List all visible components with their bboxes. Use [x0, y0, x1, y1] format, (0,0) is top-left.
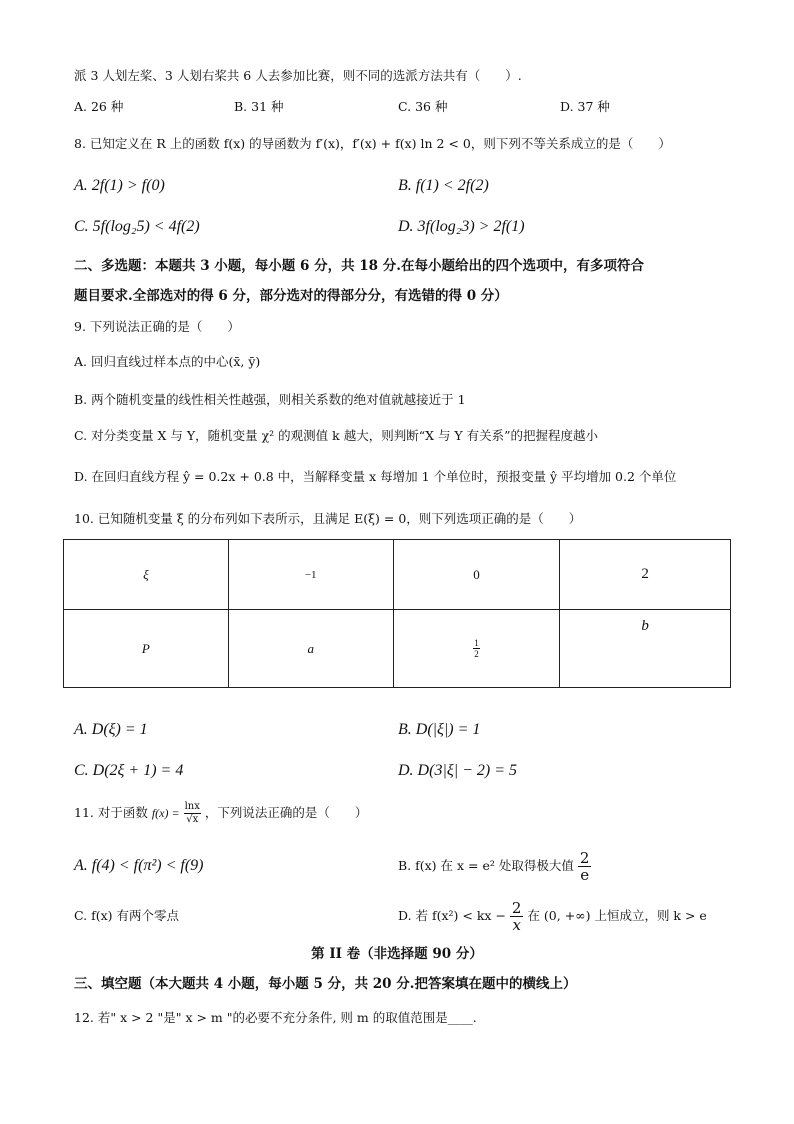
q10-option-d: D. D(3|ξ| − 2) = 5: [398, 762, 518, 779]
q9-stem: 9. 下列说法正确的是（ ）: [74, 319, 240, 334]
table-cell: 2: [560, 540, 731, 610]
table-cell: a: [228, 610, 393, 688]
q11-option-d: D. 若 f(x²) < kx − $\frac{2}{x}$ 在 (0, +∞) 上恒成立，则 k > e: [398, 899, 707, 934]
q11-max-value-fraction: $\frac{2}{e}$: [579, 849, 590, 884]
q8-option-a: A. 2f(1) > f(0): [74, 177, 165, 194]
table-cell: b: [560, 610, 731, 688]
q7-option-b: B. 31 种: [234, 99, 284, 114]
section3-heading: 三、填空题（本大题共 4 小题，每小题 5 分，共 20 分.把答案填在题中的横线上）: [74, 976, 577, 992]
section2-heading-line1: 二、多选题：本题共 3 小题，每小题 6 分，共 18 分.在每小题给出的四个选项中，有多项符合: [74, 258, 644, 274]
q10-stem: 10. 已知随机变量 ξ 的分布列如下表所示，且满足 E(ξ) = 0，则下列选项正确的是（ ）: [74, 511, 582, 526]
q7-option-a: A. 26 种: [74, 99, 124, 114]
q9-option-a: A. 回归直线过样本点的中心(x̄, ȳ): [74, 354, 261, 369]
distribution-table: [63, 539, 731, 688]
q10-option-c: C. D(2ξ + 1) = 4: [74, 762, 184, 779]
fraction-one-half: $\frac{1}{2}$: [474, 638, 479, 659]
q11-d-fraction: $\frac{2}{x}$: [511, 899, 522, 934]
table-cell: −1: [228, 540, 393, 610]
q9-option-b: B. 两个随机变量的线性相关性越强，则相关系数的绝对值就越接近于 1: [74, 392, 466, 407]
table-cell: [393, 610, 560, 688]
table-cell: 0: [393, 540, 560, 610]
part2-title: 第 II 卷（非选择题 90 分）: [311, 946, 483, 962]
q7-option-d: D. 37 种: [560, 99, 610, 114]
q11-option-a: A. f(4) < f(π²) < f(9): [74, 857, 204, 874]
q11-function-fraction: $\frac{\ln x}{√x}$: [184, 801, 200, 825]
q8-option-d: D. 3f(log₂3) > 2f(1): [398, 218, 525, 235]
table-row: [64, 610, 731, 688]
q9-option-d: D. 在回归直线方程 ŷ = 0.2x + 0.8 中，当解释变量 x 每增加 1 个单位时，预报变量 ŷ 平均增加 0.2 个单位: [74, 469, 677, 484]
section2-heading-line2: 题目要求.全部选对的得 6 分，部分选对的得部分分，有选错的得 0 分）: [74, 288, 508, 304]
q10-option-b: B. D(|ξ|) = 1: [398, 721, 481, 738]
q9-option-c: C. 对分类变量 X 与 Y，随机变量 χ² 的观测值 k 越大，则判断“X 与 Y 有关系”的把握程度越小: [74, 428, 599, 443]
q12-stem: 12. 若" x > 2 "是" x > m "的必要不充分条件, 则 m 的取值范围是____.: [74, 1010, 477, 1025]
q11-option-b: B. f(x) 在 x = e² 处取得极大值 $\frac{2}{e}$: [398, 849, 590, 884]
q7-option-c: C. 36 种: [398, 99, 448, 114]
q8-stem: 8. 已知定义在 R 上的函数 f(x) 的导函数为 f′(x)，f′(x) + f(x) ln 2 < 0，则下列不等关系成立的是（ ）: [74, 136, 671, 151]
table-row: [64, 540, 731, 610]
table-cell: P: [64, 610, 229, 688]
q11-option-c: C. f(x) 有两个零点: [74, 908, 179, 923]
q8-option-b: B. f(1) < 2f(2): [398, 177, 489, 194]
q11-stem: 11. 对于函数 f(x) = $\frac{\ln x}{√x}$ ，下列说法正确的是（ ）: [74, 801, 368, 825]
q10-option-a: A. D(ξ) = 1: [74, 721, 148, 738]
q8-option-c: C. 5f(log₂5) < 4f(2): [74, 218, 200, 235]
q7-continuation: 派 3 人划左桨、3 人划右桨共 6 人去参加比赛，则不同的选派方法共有（ ）.: [74, 68, 522, 83]
table-cell: ξ: [64, 540, 229, 610]
